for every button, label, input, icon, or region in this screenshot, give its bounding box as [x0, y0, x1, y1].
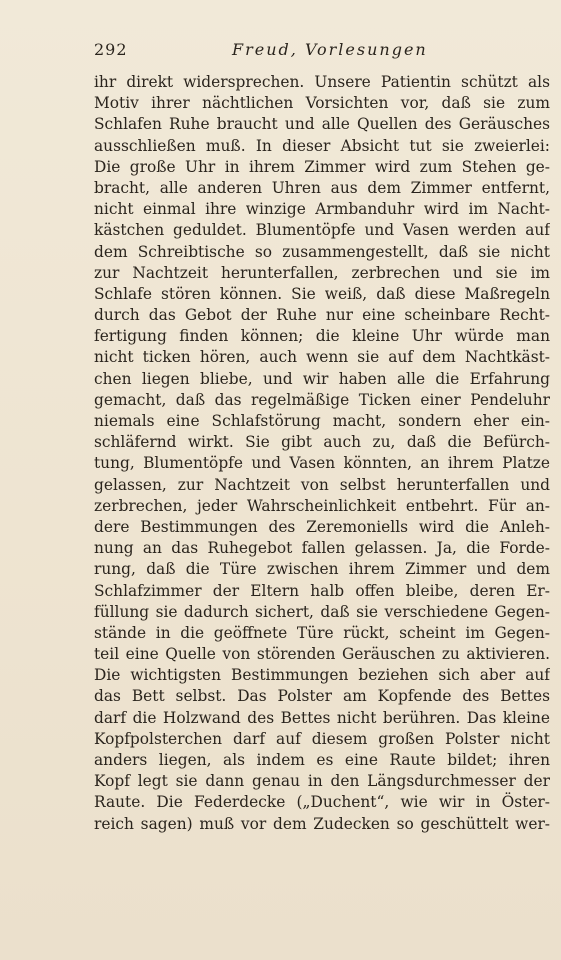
text-line: gelassen, zur Nachtzeit von selbst herunterfallen und — [94, 475, 550, 494]
text-line: anders liegen, als indem es eine Raute bildet; ihren — [94, 751, 550, 769]
text-line: stände in die geöffnete Türe rückt, scheint im Gegen- — [94, 623, 550, 642]
text-line: fertigung finden können; die kleine Uhr würde man — [94, 327, 550, 346]
text-line: nung an das Ruhegebot fallen gelassen. Ja, die Forde- — [94, 539, 550, 558]
text-line: bracht, alle anderen Uhren aus dem Zimmer entfernt, — [94, 178, 550, 197]
text-line: Kopf legt sie dann genau in den Längsdurchmesser der — [94, 772, 550, 791]
text-line: zerbrechen, jeder Wahrscheinlichkeit entbehrt. Für an- — [94, 496, 550, 515]
text-line: nicht ticken hören, auch wenn sie auf dem Nachtkäst- — [94, 348, 550, 367]
text-line: nicht einmal ihre winzige Armbanduhr wird im Nacht- — [94, 200, 550, 219]
text-line: gemacht, daß das regelmäßige Ticken einer Pendeluhr — [94, 390, 550, 409]
text-line: teil eine Quelle von störenden Geräuschen zu aktivieren. — [94, 645, 550, 664]
text-line: füllung sie dadurch sichert, daß sie verschiedene Gegen- — [94, 602, 550, 621]
text-line: niemals eine Schlafstörung macht, sondern eher ein- — [94, 412, 550, 430]
text-line: Schlafe stören können. Sie weiß, daß diese Maßregeln — [94, 284, 550, 303]
body-text — [94, 72, 550, 835]
text-line: Schlafzimmer der Eltern halb offen bleibe, deren Er- — [94, 581, 550, 600]
text-line: Motiv ihrer nächtlichen Vorsichten vor, daß sie zum — [94, 94, 550, 113]
text-line: Die große Uhr in ihrem Zimmer wird zum Stehen ge- — [94, 157, 550, 176]
text-line: schläfernd wirkt. Sie gibt auch zu, daß die Befürch- — [94, 433, 550, 452]
text-line: das Bett selbst. Das Polster am Kopfende des Bettes — [94, 687, 550, 706]
text-line: zur Nachtzeit herunterfallen, zerbrechen und sie im — [94, 263, 550, 282]
text-line: kästchen geduldet. Blumentöpfe und Vasen werden auf — [94, 221, 550, 240]
page-header — [94, 40, 550, 62]
page-number: 292 — [94, 40, 128, 59]
text-line: Raute. Die Federdecke („Duchent“, wie wir in Öster- — [94, 793, 550, 812]
text-line: ausschließen muß. In dieser Absicht tut sie zweierlei: — [94, 136, 550, 155]
text-line: reich sagen) muß vor dem Zudecken so geschüttelt wer- — [94, 814, 550, 833]
text-line: chen liegen bliebe, und wir haben alle die Erfahrung — [94, 369, 550, 388]
text-line: rung, daß die Türe zwischen ihrem Zimmer und dem — [94, 560, 550, 579]
text-line: darf die Holzwand des Bettes nicht berühren. Das kleine — [94, 708, 550, 727]
text-line: dere Bestimmungen des Zeremoniells wird die Anleh- — [94, 517, 550, 536]
text-line: durch das Gebot der Ruhe nur eine scheinbare Recht- — [94, 306, 550, 325]
text-line: Die wichtigsten Bestimmungen beziehen sich aber auf — [94, 666, 550, 685]
text-line: Schlafen Ruhe braucht und alle Quellen des Geräusches — [94, 115, 550, 134]
text-line: Kopfpolsterchen darf auf diesem großen Polster nicht — [94, 729, 550, 748]
running-title: Freud, Vorlesungen — [232, 40, 428, 59]
text-line: ihr direkt widersprechen. Unsere Patientin schützt als — [94, 73, 550, 91]
text-line: dem Schreibtische so zusammengestellt, daß sie nicht — [94, 242, 550, 261]
text-line: tung, Blumentöpfe und Vasen könnten, an ihrem Platze — [94, 454, 550, 473]
